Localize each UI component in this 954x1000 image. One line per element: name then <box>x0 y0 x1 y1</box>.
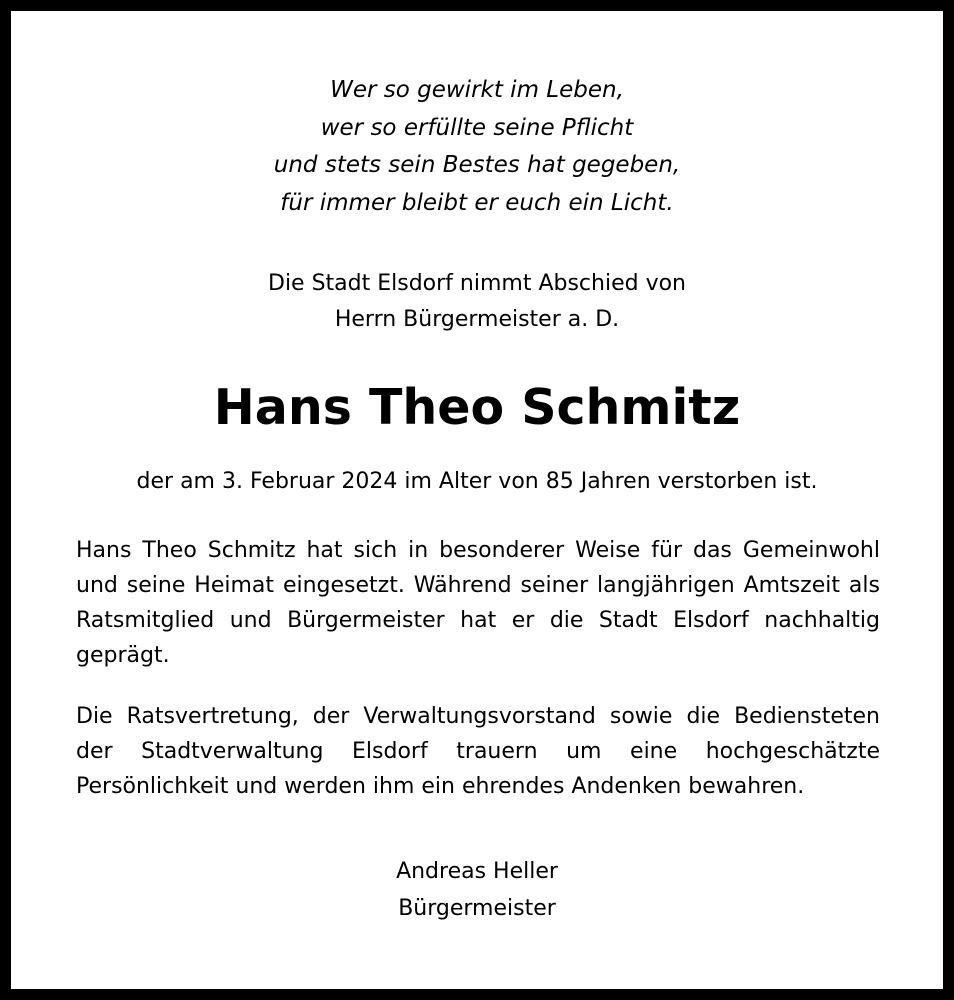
memorial-poem <box>0 72 954 222</box>
deceased-name: Hans Theo Schmitz <box>213 379 741 436</box>
intro-line-title: Herrn Bürgermeister a. D. <box>334 307 620 332</box>
intro-line-organization: Die Stadt Elsdorf nimmt Abschied von <box>268 271 686 296</box>
poem-line: Wer so gewirkt im Leben, <box>330 77 624 103</box>
farewell-intro <box>0 266 954 338</box>
tribute-paragraph: Hans Theo Schmitz hat sich in besonderer Weise für das Gemeinwohl und seine Heimat eingesetzt. Während seiner langjährigen Amtszeit als Ratsmitglied und Bürgermeister hat er die Stadt Elsdorf nachhaltig geprägt. <box>76 538 880 668</box>
mourning-paragraph: Die Ratsvertretung, der Verwaltungsvorstand sowie die Bediensteten der Stadtverwaltung Elsdorf trauern um eine hochgeschätzte Persönlichkeit und werden ihm ein ehrendes Andenken bewahren. <box>76 704 880 799</box>
signatory-title: Bürgermeister <box>398 896 556 921</box>
signatory-name: Andreas Heller <box>396 859 558 884</box>
death-notice: der am 3. Februar 2024 im Alter von 85 Jahren verstorben ist. <box>136 469 818 494</box>
signature-block <box>0 853 954 927</box>
poem-line: und stets sein Bestes hat gegeben, <box>273 152 681 178</box>
poem-line: wer so erfüllte seine Pflicht <box>320 114 634 141</box>
poem-line: für immer bleibt er euch ein Licht. <box>280 189 674 216</box>
